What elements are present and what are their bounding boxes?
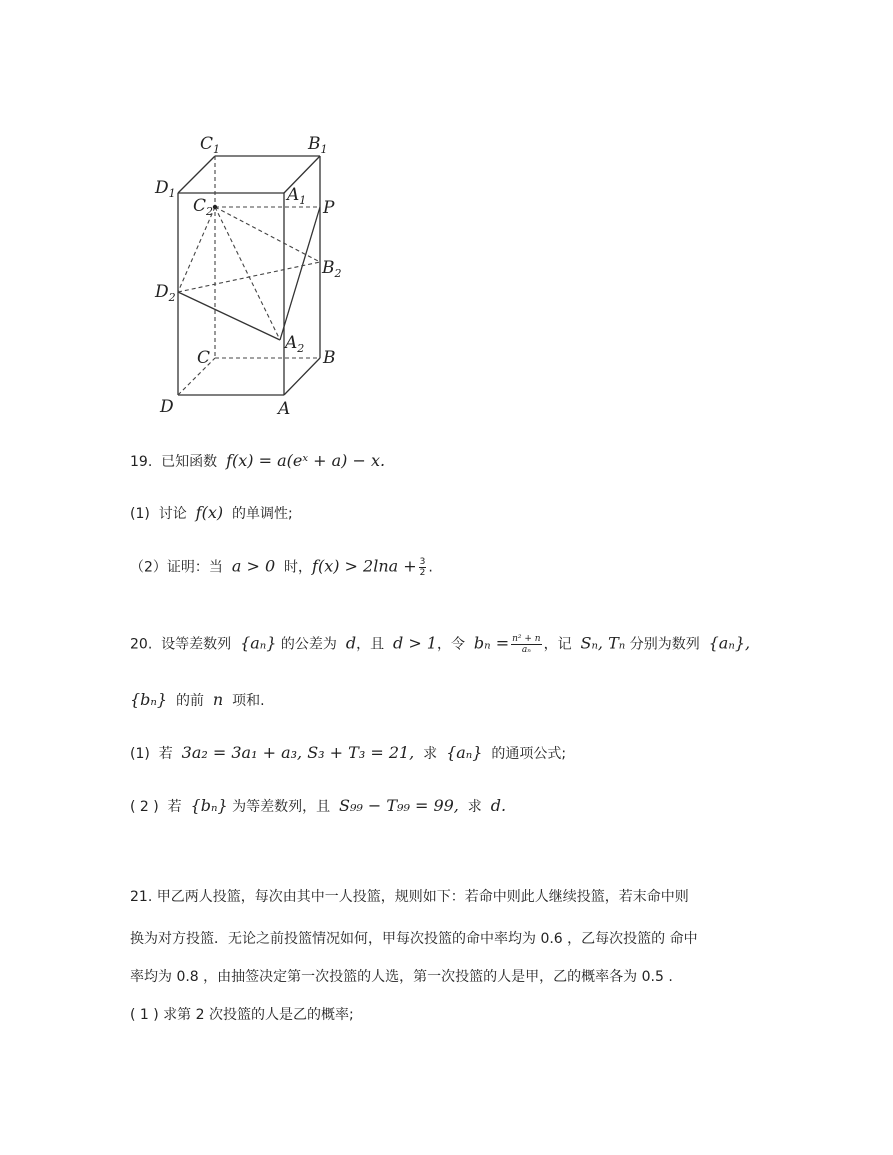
- edge-AB: [284, 358, 320, 395]
- segment-C2D2: [178, 207, 215, 292]
- label-B2: $B_2$: [322, 258, 342, 280]
- label-D1: $D_1$: [155, 178, 176, 200]
- q19-fraction: $\frac{3}{2}$: [419, 557, 426, 578]
- label-C1: $C_1$: [200, 134, 221, 156]
- segment-C2A2: [215, 207, 280, 340]
- segment-C2B2: [215, 207, 320, 262]
- q20-part2: ( 2 ) 若 {bₙ} 为等差数列，且 S₉₉ − T₉₉ = 99, 求 d.: [130, 796, 507, 815]
- q20-part1: (1) 若 3a₂ = 3a₁ + a₃, S₃ + T₃ = 21, 求 {aₙ} 的通项公式;: [130, 743, 567, 762]
- q21-line2: 换为对方投篮．无论之前投篮情况如何，甲每次投篮的命中率均为 0.6 ，乙每次投篮的 命中: [130, 931, 698, 947]
- edge-D2A2: [178, 292, 280, 340]
- q20-number: 20.: [130, 636, 153, 653]
- label-A1: $A_1$: [287, 185, 307, 207]
- edge-D1C1: [178, 156, 215, 193]
- q21-line3: 率均为 0.8 ，由抽签决定第一次投篮的人选，第一次投篮的人是甲，乙的概率各为 0.5 .: [130, 969, 673, 985]
- point-C2: [213, 205, 217, 209]
- q19-number: 19.: [130, 454, 153, 470]
- label-A2: $A_2$: [285, 333, 305, 355]
- edge-A2P: [280, 207, 320, 340]
- label-D2: $D_2$: [155, 282, 176, 304]
- q21-part1: ( 1 ) 求第 2 次投篮的人是乙的概率;: [130, 1007, 354, 1023]
- q19-function-formula: f(x) = a(eˣ + a) − x.: [226, 451, 386, 470]
- label-B1: $B_1$: [308, 134, 328, 156]
- label-C: C: [197, 348, 211, 368]
- q20-stem-line2: {bₙ} 的前 n 项和.: [130, 690, 265, 709]
- q21-line1: 21. 甲乙两人投篮，每次由其中一人投篮，规则如下：若命中则此人继续投篮，若末命中则: [130, 889, 689, 905]
- label-A: A: [278, 399, 291, 419]
- label-B: B: [323, 348, 336, 368]
- q19-part1: (1) 讨论 f(x) 的单调性;: [130, 503, 293, 522]
- prism-figure: [140, 120, 370, 420]
- label-D: D: [160, 397, 174, 417]
- q20-fraction: $\frac{\text{n² + n}}{\text{aₙ}}$: [512, 634, 541, 655]
- q19-stem: 19. 已知函数 f(x) = a(eˣ + a) − x.: [130, 451, 386, 470]
- label-C2: $C_2$: [193, 196, 214, 218]
- q20-stem: 20. 设等差数列 {aₙ} 的公差为 d，且 d > 1，令 bₙ = $\frac{\text{n² + n}}{\text{aₙ}}$ ，记 Sₙ, Tₙ 分别为数列 {aₙ},: [130, 633, 751, 655]
- label-P: P: [323, 198, 335, 218]
- q19-part2: （2）证明：当 a > 0 时，f(x) > 2lna + $\frac{3}{2}$ .: [130, 556, 433, 578]
